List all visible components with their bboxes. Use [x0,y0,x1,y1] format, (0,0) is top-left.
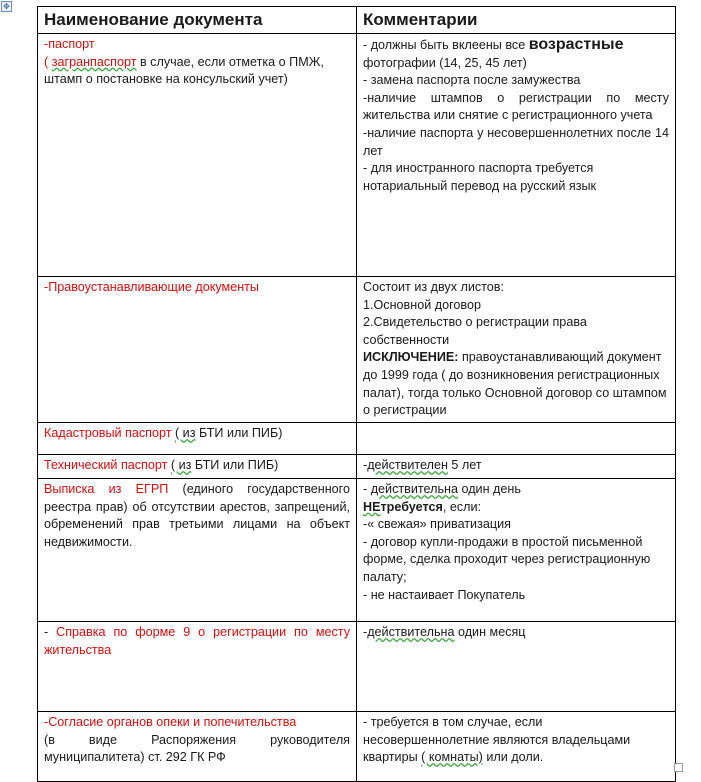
comment-line: фотографии (14, 25, 45 лет) [363,55,527,70]
comment-line: - должны быть вклеены все возрастные [363,36,624,53]
table-row [38,622,676,712]
comment-cell [357,712,676,782]
documents-table [37,6,676,782]
comment-line: - действительна один день [363,482,521,496]
document-name-note: ( загранпаспорт в случае, если отметка о ПМЖ, [44,54,324,69]
comment-line: НЕтребуется, если: [363,499,482,514]
comment-cell [357,277,676,423]
document-name: Выписка из ЕГРП (единого государственного реестра прав) об отсутствии арестов, запрещений, обременений прав третьими лицами на объект недвижимости. [44,482,350,549]
comment-line: -действительна один месяц [363,625,526,639]
comment-line: - для иностранного паспорта требуется нотариальный перевод на русский язык [363,161,597,193]
document-name: -Правоустанавливающие документы [44,280,259,294]
comment-line: -наличие штампов о регистрации по месту жительства или снятие с регистрационного учета [363,90,669,123]
table-row [38,712,676,782]
comment-line: - замена паспорта после замужества [363,73,581,88]
document-name-cell [38,455,357,479]
comment-line: - требуется в том случае, если несовершеннолетние являются владельцами квартиры ( комнаты) или доли. [363,715,631,765]
table-resize-handle-icon[interactable] [674,763,683,772]
comment-line: - не настаивает Покупатель [363,587,526,602]
table-row [38,34,676,277]
comment-line: -« свежая» приватизация [363,517,511,532]
document-name: - Справка по форме 9 о регистрации по месту жительства [44,625,350,657]
comment-cell [357,34,676,277]
document-name: Кадастровый паспорт ( из БТИ или ПИБ) [44,426,283,440]
document-name-cell [38,479,357,622]
table-row [38,479,676,622]
header-comments: Комментарии [357,7,676,34]
table-move-handle-icon[interactable]: ✥ [1,1,12,12]
document-name: -Согласие органов опеки и попечительства [44,715,297,729]
comment-line: -действителен 5 лет [363,458,482,472]
document-name-cell [38,34,357,277]
comment-cell [357,479,676,622]
document-name: -паспорт [44,37,95,51]
comment-line: 2.Свидетельство о регистрации права собственности [363,315,587,347]
table-header-row [38,7,676,34]
table-row [38,423,676,455]
comment-cell [357,622,676,712]
document-name-note-2: штамп о постановке на консульский учет) [44,72,288,87]
document-name-cell [38,712,357,782]
comment-line: ИСКЛЮЧЕНИЕ: правоустанавливающий документ до 1999 года ( до возникновения регистрационных палат), тогда только Основной договор со штампом о регистрации [363,350,667,418]
spellcheck-word: загранпаспорт [51,54,137,69]
table-row [38,277,676,423]
document-name-cell [38,423,357,455]
comment-line: -наличие паспорта у несовершеннолетних после 14 лет [363,125,669,158]
comment-line: 1.Основной договор [363,297,481,312]
document-name-note: (в виде Распоряжения руководителя муниципалитета) ст. 292 ГК РФ [44,732,350,765]
comment-line: Состоит из двух листов: [363,280,504,294]
table-row [38,455,676,479]
document-name-cell [38,277,357,423]
comment-cell [357,455,676,479]
header-document-name: Наименование документа [38,7,357,34]
comment-line: - договор купли-продажи в простой письменной форме, сделка проходит через регистрационную палату; [363,534,651,584]
comment-cell [357,423,676,455]
document-name: Технический паспорт ( из БТИ или ПИБ) [44,458,279,472]
document-name-cell [38,622,357,712]
